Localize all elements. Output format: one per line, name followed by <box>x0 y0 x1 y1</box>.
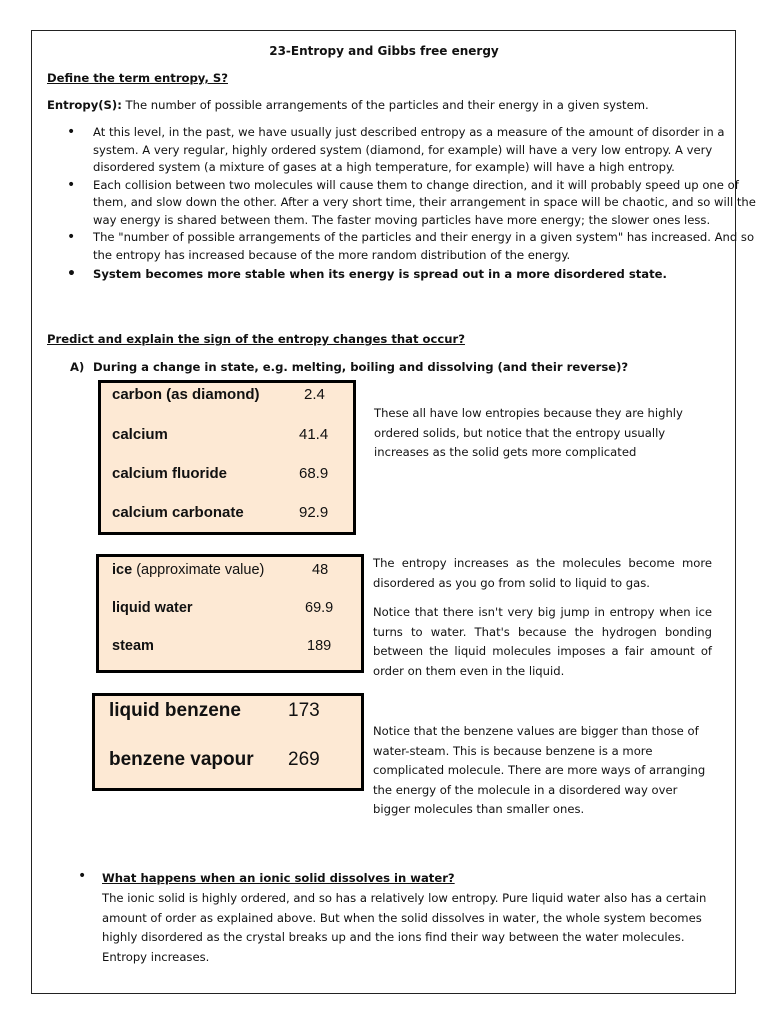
substance-name: calcium fluoride <box>112 465 228 482</box>
subheading-label: A) <box>70 360 85 374</box>
entropy-value: 69.9 <box>305 600 334 616</box>
table-row <box>99 562 361 582</box>
entropy-value: 92.9 <box>299 504 329 521</box>
table-row <box>101 504 353 526</box>
entropy-value: 189 <box>307 638 332 654</box>
entropy-table-water <box>96 554 364 673</box>
entropy-table-benzene <box>92 693 364 791</box>
note-water-2: Notice that there isn't very big jump in entropy when ice turns to water. That's because the hydrogen bonding between the liquid molecules imposes a fair amount of order on them even in the liquid. <box>373 605 712 678</box>
list-item: • The "number of possible arrangements of the particles and their energy in a given system" has increased. And so the entropy has increased because of the more random distribution of the energy. <box>93 229 768 264</box>
entropy-definition <box>47 97 737 115</box>
table-row <box>99 638 361 658</box>
table-row <box>95 702 361 728</box>
substance-name: carbon (as diamond) <box>112 386 260 403</box>
table-row <box>99 600 361 620</box>
bullet-dot: • <box>78 868 87 884</box>
substance-name: calcium carbonate <box>112 504 244 521</box>
substance-name: liquid benzene <box>109 700 241 721</box>
entropy-value: 173 <box>288 700 320 721</box>
table-row <box>101 465 353 487</box>
ionic-solid-question: What happens when an ionic solid dissolves in water? <box>102 871 455 885</box>
entropy-bullet-list <box>47 124 768 284</box>
substance-name <box>112 562 264 580</box>
entropy-value: 41.4 <box>299 426 329 443</box>
section-heading-predict-entropy: Predict and explain the sign of the entropy changes that occur? <box>47 332 465 346</box>
section-heading-define-entropy: Define the term entropy, S? <box>47 71 228 85</box>
note-water-1: The entropy increases as the molecules become more disordered as you go from solid to liquid to gas. <box>373 556 712 590</box>
entropy-value: 48 <box>312 562 329 578</box>
ionic-solid-answer: The ionic solid is highly ordered, and so has a relatively low entropy. Pure liquid water also has a certain amount of order as explained above. But when the solid dissolves in water, the whole system becomes highly disordered as the crystal breaks up and the ions find their way between the water molecules. Entropy increases. <box>102 891 707 964</box>
table-row <box>101 386 353 408</box>
table-row <box>101 426 353 448</box>
entropy-value: 68.9 <box>299 465 329 482</box>
note-solids: These all have low entropies because they are highly ordered solids, but notice that the entropy usually increases as the solid gets more complicated <box>374 406 683 460</box>
definition-text: The number of possible arrangements of the particles and their energy in a given system. <box>121 98 649 112</box>
note-benzene: Notice that the benzene values are bigger than those of water-steam. This is because benzene is a more complicated molecule. There are more ways of arranging the energy of the molecule in a disordered way over bigger molecules than smaller ones. <box>373 724 706 817</box>
list-item: • Each collision between two molecules will cause them to change direction, and it will probably speed up one of them, and slow down the other. After a very short time, their arrangement in space will be chaotic, and so will the way energy is shared between them. The faster moving particles have more energy; the slower ones less. <box>93 177 768 230</box>
table-row <box>95 751 361 777</box>
entropy-value: 269 <box>288 749 320 770</box>
entropy-table-solids <box>98 380 356 535</box>
entropy-value: 2.4 <box>304 386 325 403</box>
list-item: • At this level, in the past, we have usually just described entropy as a measure of the amount of disorder in a system. A very regular, highly ordered system (diamond, for example) will have a very low entropy. A very disordered system (a mixture of gases at a high temperature, for example) will have a high entropy. <box>93 124 768 177</box>
substance-name: benzene vapour <box>109 749 254 770</box>
list-item: • System becomes more stable when its energy is spread out in a more disordered state. <box>93 266 768 284</box>
substance-name: liquid water <box>112 600 193 616</box>
substance-name: steam <box>112 638 154 654</box>
definition-term: Entropy(S): <box>47 98 122 112</box>
substance-name: calcium <box>112 426 168 443</box>
subheading-text: During a change in state, e.g. melting, boiling and dissolving (and their reverse)? <box>93 360 629 374</box>
substance-qualifier: (approximate value) <box>132 562 265 578</box>
substance-name-ice: ice <box>112 562 133 578</box>
document-title: 23-Entropy and Gibbs free energy <box>269 44 499 58</box>
